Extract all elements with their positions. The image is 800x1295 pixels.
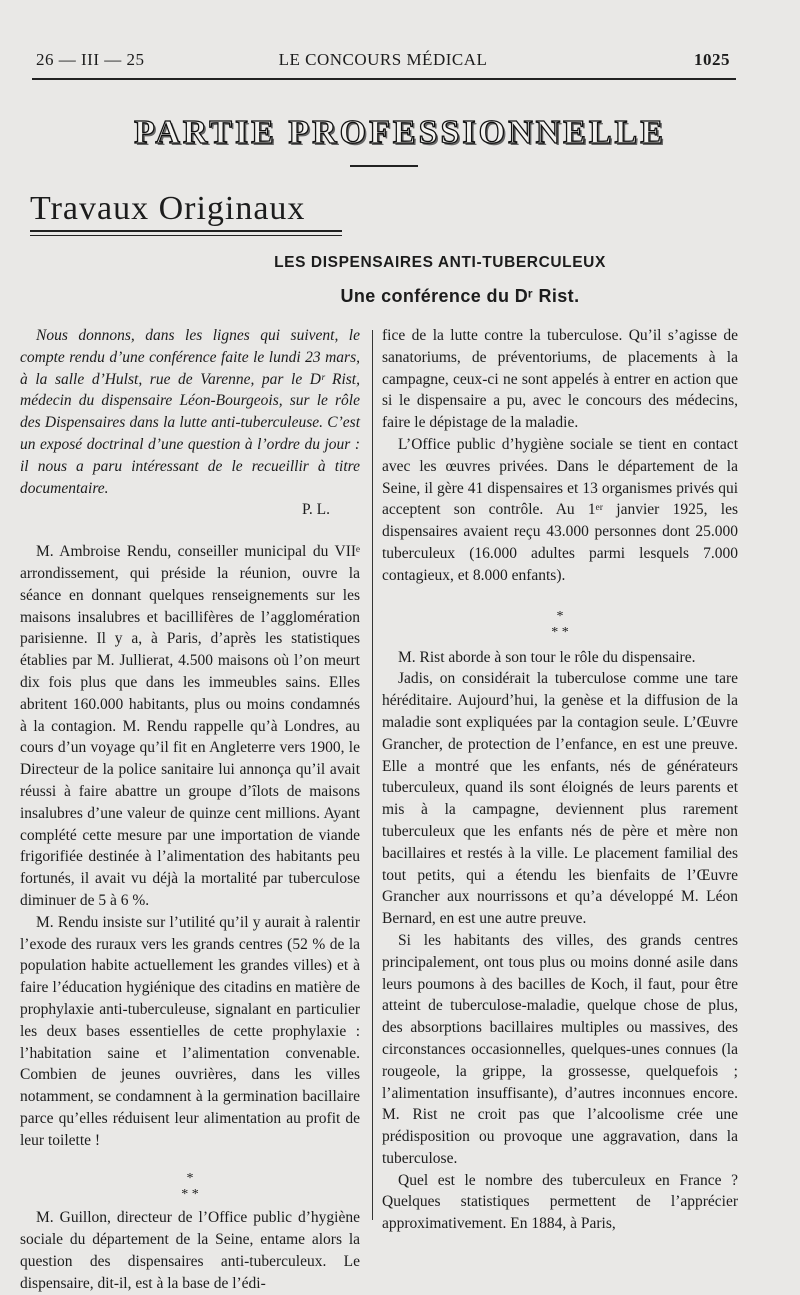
paragraph: L’Office public d’hygiène sociale se tient en contact avec les œuvres privées. Dans le département de la Seine, il gère 41 dispensaires et 13 organismes privés qui acceptent son contrôle. Au 1ᵉʳ janvier 1925, les dispensaires avaient reçu 43.000 personnes dont 25.000 tuberculeux (16.000 adultes parmi lesquels 7.000 contagieux, et 8.000 enfants). xyxy=(382,435,738,584)
issue-date: 26 — III — 25 xyxy=(36,50,145,69)
asterism-bottom: * * xyxy=(551,624,569,640)
title-divider xyxy=(350,165,418,167)
paragraph: M. Rist aborde à son tour le rôle du dispensaire. xyxy=(398,648,696,666)
editor-signature: P. L. xyxy=(302,501,330,519)
column-divider xyxy=(372,330,373,1220)
paragraph: M. Rendu insiste sur l’utilité qu’il y aurait à ralentir l’exode des ruraux vers les grands centres (52 % de la population habite actuellement les grandes villes) et à faire l’éducation hygiénique des citadins en matière de prophylaxie anti-tuberculeuse, signalant en particulier les deux bases essentielles de cette prophylaxie : l’habitation saine et l’alimentation convenable. Combien de jeunes ouvrières, dans les villes notamment, se condamnent à la germination bacillaire parce qu’elles réduisent leur alimentation au profit de leur toilette ! xyxy=(20,913,360,1149)
asterism-bottom: * * xyxy=(181,1187,199,1203)
spacer xyxy=(20,521,360,541)
paragraph: Quel est le nombre des tuberculeux en France ? Quelques statistiques permettent de l’apprécier approximativement. En 1884, à Paris, xyxy=(382,1171,738,1233)
running-head xyxy=(36,50,730,74)
paragraph: M. Ambroise Rendu, conseiller municipal du VIIᵉ arrondissement, qui préside la réunion, ouvre la séance en donnant quelques renseignements sur les maisons insalubres et bacillifères de l’agglomération parisienne. Il y a, à Paris, d’après les statistiques établies par M. Jullierat, 4.500 maisons où l’on meurt dix fois plus que dans les immeubles sains. Elles abritent 160.000 habitants, plus ou moins condamnés à la contagion. M. Rendu rappelle qu’à Londres, au cours d’un voyage qu’il fit en Angleterre vers 1900, le Directeur de la police sanitaire lui annonça qu’il avait réussi à faire abattre un groupe d’îlots de maisons insalubres d’une valeur de quinze cent millions. Ayant complété cette mesure par une importation de viande frigorifiée destinée à l’alimentation des habitants peu fortunés, il avait vu déjà la mortalité par tuberculose diminuer de 5 à 6 %. xyxy=(20,543,360,909)
section-asterism xyxy=(382,587,738,647)
asterism-top: * xyxy=(556,608,564,624)
paragraph: M. Guillon, directeur de l’Office public d’hygiène sociale du département de la Seine, entame alors la question des dispensaires anti-tuberculeux. Le dispensaire, dit-il, est à la base de l’édi- xyxy=(20,1209,360,1292)
editor-intro: Nous donnons, dans les lignes qui suivent, le compte rendu d’une conférence faite le lundi 23 mars, à la salle d’Hulst, rue de Varenne, par le Dʳ Rist, médecin du dispensaire Léon-Bourgeois, sur le rôle des Dispensaires dans la lutte anti-tuberculeuse. C’est un exposé doctrinal d’une question à l’ordre du jour : il nous a paru intéressant de le recueillir à titre documentaire. xyxy=(20,327,360,497)
paragraph: Jadis, on considérait la tuberculose comme une tare héréditaire. Aujourd’hui, la genèse et la diffusion de la maladie sont expliquées par la contagion seule. L’Œuvre Grancher, de protection de l’enfance, en est une preuve. Elle a montré que les enfants, nés de générateurs tuberculeux, quand ils sont éloignés de leurs parents et mis à la campagne, deviennent plus rarement tuberculeux que les enfants nés de père et mère non bacillaires et restés à la ville. Le placement familial des tout petits, qui a étendu les bienfaits de l’Œuvre Grancher aux nourrissons et qu’a développé M. Léon Bernard, en est une autre preuve. xyxy=(382,670,738,928)
article-title: LES DISPENSAIRES ANTI-TUBERCULEUX xyxy=(274,254,606,271)
paragraph: Si les habitants des villes, des grands centres principalement, ont tous plus ou moins donné asile dans leurs poumons à des bacilles de Koch, il faut, pour être atteint de tuberculose-maladie, quelque chose de plus, des absorptions bacillaires multiples ou massives, des circonstances occasionnelles, quelques-unes connues (la rougeole, la grippe, la grossesse, quelquefois ; l’alimentation insuffisante), d’autres inconnues encore. M. Rist ne croit pas que l’alcoolisme crée une prédisposition ou provoque une aggravation, dans la tuberculose. xyxy=(382,931,738,1167)
section-asterism xyxy=(20,1151,360,1207)
page-number: 1025 xyxy=(694,50,730,69)
rubric-underline-thin xyxy=(30,235,342,236)
left-column xyxy=(20,325,360,1295)
article-subtitle: Une conférence du Dʳ Rist. xyxy=(340,286,580,306)
right-column xyxy=(382,325,738,1235)
rubric-heading: Travaux Originaux xyxy=(30,190,306,227)
asterism-top: * xyxy=(186,1171,194,1187)
rubric-underline xyxy=(30,230,342,232)
paragraph-continued: fice de la lutte contre la tuberculose. Qu’il s’agisse de sanatoriums, de préventoriums, de placements à la campagne, ceux-ci ne sont appelés à entrer en action que si le dispensaire a pu, avec le concours des médecins, faire le dépistage de la maladie. xyxy=(382,327,738,432)
header-rule xyxy=(32,78,736,80)
section-title: PARTIE PROFESSIONNELLE xyxy=(134,114,666,151)
journal-title: LE CONCOURS MÉDICAL xyxy=(278,50,488,69)
